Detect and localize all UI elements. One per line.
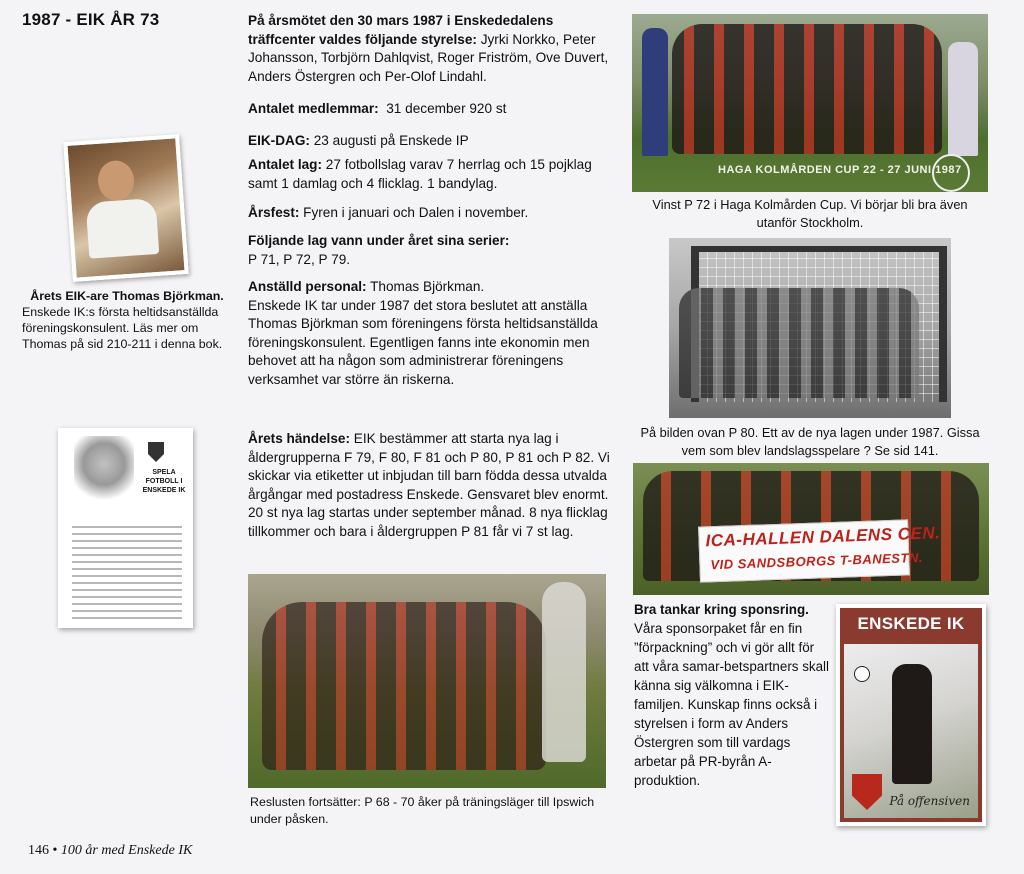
poster-player (892, 664, 932, 784)
party-paragraph (248, 204, 620, 223)
haga-cup-photo (632, 14, 988, 192)
banner-line-2: VID SANDSBORGS T-BANESTN. (710, 549, 924, 573)
p80-caption: På bilden ovan P 80. Ett av de nya lagen under 1987. Gissa vem som blev landslagsspelare ? Se sid 141. (640, 425, 980, 458)
flyer-heading: SPELA FOTBOLL I ENSKEDE IK (142, 469, 186, 494)
portrait-caption-text: Enskede IK:s första heltidsanställda föreningskonsulent. Läs mer om Thomas på sid 210-211 i denna bok. (22, 305, 223, 351)
board-label: På årsmötet den 30 mars 1987 i Enskededalens träffcenter valdes följande styrelse: (248, 13, 554, 47)
sponsor-heading: Bra tankar kring sponsring. (634, 602, 809, 617)
team-photo-caption: Reslusten fortsätter: P 68 - 70 åker på träningsläger till Ipswich under påsken. (250, 795, 595, 826)
sponsor-banner (698, 519, 941, 582)
p80-team (679, 288, 919, 398)
sponsor-paragraph (634, 600, 830, 790)
teams-paragraph (248, 156, 620, 193)
portrait-shirt (86, 198, 160, 259)
page-footer (28, 843, 192, 859)
sponsor-text: Våra sponsorpaket får en fin ”förpackning” och vi gör allt för att våra samar-betspartners skall känna sig välkomna i EIK-familjen. Kunskap finns också i styrelsen i form av Anders Östergren som till vardags arbetar på PR-byrån A-produktion. (634, 621, 829, 788)
staff-value: Thomas Björkman. (366, 279, 485, 294)
staff-label: Anställd personal: (248, 279, 367, 294)
members-paragraph (248, 100, 620, 119)
poster-scene (844, 644, 978, 818)
team-players (262, 602, 546, 770)
poster-background (840, 608, 982, 822)
members-value: 31 december 920 st (386, 101, 507, 116)
portrait-photo (63, 134, 188, 282)
haga-logo-icon (932, 154, 970, 192)
series-label: Följande lag vann under året sina serier: (248, 233, 510, 248)
flyer-text-lines (72, 526, 182, 624)
eikday-paragraph (248, 132, 620, 151)
teams-label: Antalet lag: (248, 157, 323, 172)
party-label: Årsfest: (248, 205, 300, 220)
enskede-poster (836, 604, 986, 826)
event-value: EIK bestämmer att starta nya lag i åldergrupperna F 79, F 80, F 81 och P 80, P 81 och P 82. Vi skickar via etiketter ut inbjudan till barn födda dessa utvalda årgångar med postadress Enskede. Gensvaret blev enormt. 20 st nya lag startas under september månad. 8 nya flicklag tillkommer och bara i åldergruppen P 81 får vi 7 st lag. (248, 431, 610, 539)
haga-photo-text: HAGA KOLMÅRDEN CUP 22 - 27 JUNI 1987 (718, 164, 962, 176)
banner-line-1: ICA-HALLEN DALENS CEN. (705, 523, 941, 551)
series-paragraph (248, 232, 620, 269)
board-members: Jyrki Norkko, Peter Johansson, Torbjörn Dahlqvist, Roger Friström, Ove Duvert, Anders Östergren och Per-Olof Lindahl. (248, 31, 609, 84)
portrait-face (97, 159, 136, 201)
football-icon (854, 666, 870, 682)
series-value: P 71, P 72, P 79. (248, 251, 351, 267)
team-coach (542, 582, 586, 762)
haga-caption: Vinst P 72 i Haga Kolmården Cup. Vi börjar bli bra även utanför Stockholm. (652, 197, 968, 230)
page-title: 1987 - EIK ÅR 73 (22, 10, 160, 29)
flyer-image (58, 428, 193, 628)
staff-text: Enskede IK tar under 1987 det stora beslutet att anställa Thomas Björkman som föreningens första heltidsanställda föreningskonsulent. Egentligen fanns inte ekonomin men behovet att ha någon som administrerar föreningens verksamhet var större än riskerna. (248, 297, 598, 387)
flyer-crest-icon (148, 442, 164, 462)
party-value: Fyren i januari och Dalen i november. (299, 205, 529, 220)
ica-sponsor-photo (633, 463, 989, 595)
members-label: Antalet medlemmar: (248, 101, 379, 116)
flyer-sketch (74, 436, 134, 506)
haga-team (672, 24, 942, 154)
event-label: Årets händelse: (248, 431, 350, 446)
eikday-value: 23 augusti på Enskede IP (309, 133, 469, 148)
club-crest-icon (852, 774, 882, 810)
staff-paragraph (248, 278, 620, 389)
book-title: 100 år med Enskede IK (60, 843, 193, 858)
p80-photo (669, 238, 951, 418)
portrait-caption (22, 288, 232, 352)
team-photo-ipswich (248, 574, 606, 788)
board-paragraph (248, 12, 620, 86)
teams-value: 27 fotbollslag varav 7 herrlag och 15 pojklag samt 1 damlag och 4 flicklag. 1 bandylag. (248, 157, 592, 191)
portrait-caption-bold: Årets EIK-are Thomas Björkman. (30, 289, 224, 303)
event-paragraph (248, 430, 620, 541)
poster-script: På offensiven (889, 794, 970, 808)
eikday-label: EIK-DAG: (248, 133, 310, 148)
haga-leader-left (642, 28, 668, 156)
page-number: 146 • (28, 843, 58, 858)
haga-leader-right (948, 42, 978, 156)
poster-title: ENSKEDE IK (857, 614, 965, 633)
